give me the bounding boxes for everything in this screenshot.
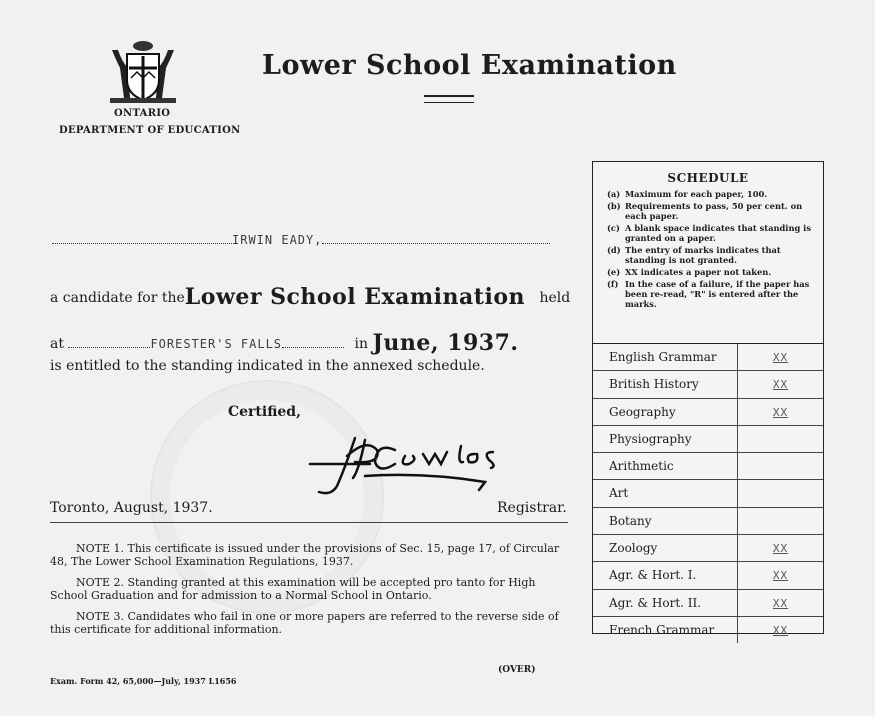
at-text: at	[50, 336, 64, 352]
location-value: FORESTER'S FALLS	[150, 337, 283, 351]
subject-mark	[738, 453, 823, 479]
subject-mark: XX	[772, 405, 789, 419]
note-3: NOTE 3. Candidates who fail in one or more papers are referred to the reverse side of this certificate for additional information.	[50, 610, 559, 636]
subject-name: Physiography	[593, 426, 738, 452]
subject-mark: XX	[772, 542, 789, 556]
location-line	[50, 330, 519, 356]
subject-mark	[738, 480, 823, 506]
registrar-label: Registrar.	[497, 500, 567, 516]
table-row	[593, 371, 823, 398]
rule-e: (e) XX indicates a paper not taken.	[607, 267, 772, 277]
province-label: ONTARIO	[114, 108, 171, 119]
table-row	[593, 508, 823, 535]
subject-name: English Grammar	[593, 344, 738, 370]
subject-mark: XX	[772, 351, 789, 364]
schedule-rules	[607, 189, 813, 309]
subject-mark	[738, 508, 823, 534]
candidate-name: IRWIN EADY,	[232, 233, 323, 247]
subject-mark: XX	[772, 623, 789, 637]
exam-name: Lower School Examination	[184, 284, 525, 310]
subject-mark: XX	[772, 569, 789, 583]
subject-name: Art	[593, 480, 738, 506]
subject-name: British History	[593, 371, 738, 397]
form-number: Exam. Form 42, 65,000—July, 1937 L1656	[50, 676, 237, 686]
candidate-name-line	[52, 232, 550, 248]
table-row	[593, 453, 823, 480]
table-row	[593, 480, 823, 507]
subjects-table	[593, 343, 823, 643]
subject-name: Agr. & Hort. I.	[593, 562, 738, 588]
exam-line	[50, 284, 570, 310]
page-title: Lower School Examination	[262, 50, 677, 81]
subject-name: Agr. & Hort. II.	[593, 590, 738, 616]
candidate-text: a candidate for the	[50, 290, 185, 306]
title-underline	[424, 95, 474, 103]
divider	[50, 522, 568, 523]
place-date: Toronto, August, 1937.	[50, 500, 213, 516]
table-row	[593, 344, 823, 371]
subject-mark: XX	[772, 596, 789, 610]
table-row	[593, 590, 823, 617]
table-row	[593, 617, 823, 643]
notes-section	[50, 542, 570, 644]
certified-text: Certified,	[228, 404, 301, 420]
held-text: held	[539, 290, 571, 306]
ontario-coat-of-arms-icon	[100, 38, 186, 108]
entitled-text: is entitled to the standing indicated in the annexed schedule.	[50, 358, 485, 374]
rule-d: (d) The entry of marks indicates that standing is not granted.	[607, 245, 781, 265]
table-row	[593, 535, 823, 562]
exam-date: June, 1937.	[372, 330, 519, 356]
subject-mark: XX	[772, 378, 789, 392]
schedule-title: SCHEDULE	[667, 171, 749, 185]
table-row	[593, 426, 823, 453]
note-2: NOTE 2. Standing granted at this examination will be accepted pro tanto for High School Graduation and for admission to a Normal School in Ontario.	[50, 576, 536, 602]
subject-mark	[738, 426, 823, 452]
subject-name: French Grammar	[593, 617, 738, 643]
department-label: DEPARTMENT OF EDUCATION	[59, 125, 241, 136]
signature-text	[382, 477, 387, 478]
rule-c: (c) A blank space indicates that standing is granted on a paper.	[607, 223, 811, 243]
subject-name: Arithmetic	[593, 453, 738, 479]
table-row	[593, 562, 823, 589]
subject-name: Botany	[593, 508, 738, 534]
schedule-box	[592, 161, 824, 637]
subject-name: Geography	[593, 399, 738, 425]
in-text: in	[354, 336, 368, 352]
rule-b: (b) Requirements to pass, 50 per cent. on each paper.	[607, 201, 803, 221]
note-1: NOTE 1. This certificate is issued under the provisions of Sec. 15, page 17, of Circular 48, The Lower School Examination Regulations, 1937.	[50, 542, 560, 568]
table-row	[593, 399, 823, 426]
over-label: (OVER)	[498, 665, 536, 675]
rule-f: (f) In the case of a failure, if the paper has been re-read, "R" is entered after the marks.	[607, 279, 810, 309]
signature-icon	[305, 428, 535, 498]
rule-a: (a) Maximum for each paper, 100.	[607, 189, 768, 199]
subject-name: Zoology	[593, 535, 738, 561]
